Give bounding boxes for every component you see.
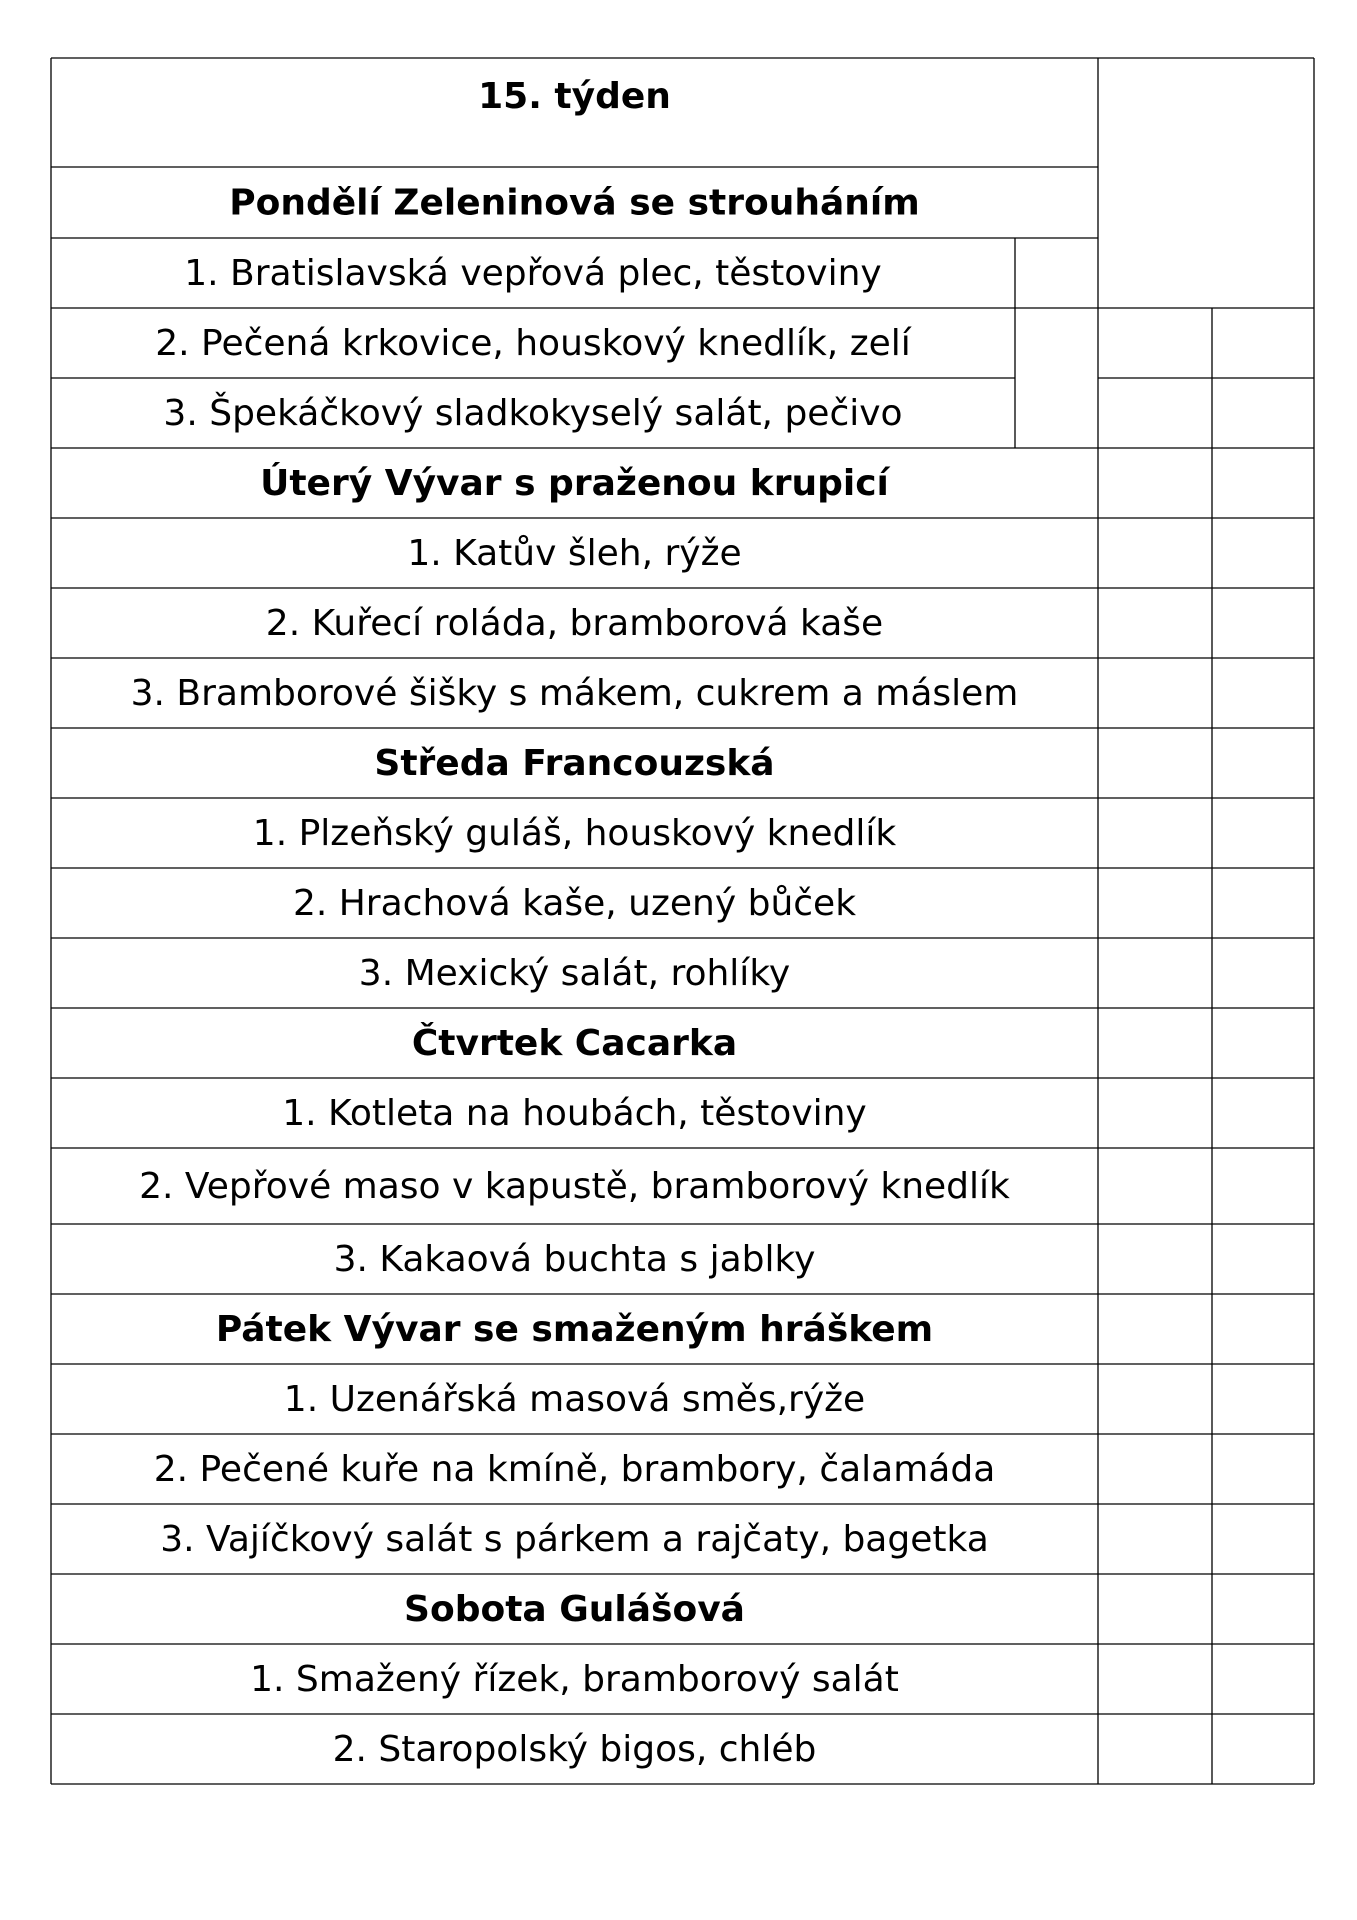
meal-item: 2. Pečená krkovice, houskový knedlík, zelí bbox=[155, 323, 911, 364]
day-heading: Čtvrtek Cacarka bbox=[411, 1023, 738, 1064]
week-title: 15. týden bbox=[478, 76, 671, 117]
meal-item: 1. Bratislavská vepřová plec, těstoviny bbox=[184, 253, 882, 294]
meal-item: 2. Staropolský bigos, chléb bbox=[332, 1729, 817, 1770]
meal-item: 1. Uzenářská masová směs,rýže bbox=[283, 1379, 866, 1420]
meal-item: 3. Bramborové šišky s mákem, cukrem a máslem bbox=[130, 673, 1019, 714]
day-heading: Středa Francouzská bbox=[374, 743, 775, 784]
day-heading: Pátek Vývar se smaženým hráškem bbox=[215, 1309, 934, 1350]
meal-item: 3. Vajíčkový salát s párkem a rajčaty, bagetka bbox=[160, 1519, 989, 1560]
meal-item: 2. Kuřecí roláda, bramborová kaše bbox=[265, 603, 884, 644]
meal-item: 1. Kotleta na houbách, těstoviny bbox=[282, 1093, 867, 1134]
meal-item: 2. Pečené kuře na kmíně, brambory, čalamáda bbox=[153, 1449, 996, 1490]
meal-item: 1. Katův šleh, rýže bbox=[407, 533, 742, 574]
meal-item: 2. Hrachová kaše, uzený bůček bbox=[292, 883, 857, 924]
day-heading: Sobota Gulášová bbox=[404, 1589, 745, 1630]
day-heading: Pondělí Zeleninová se strouháním bbox=[229, 182, 920, 224]
meal-item: 3. Špekáčkový sladkokyselý salát, pečivo bbox=[163, 393, 903, 434]
meal-item: 2. Vepřové maso v kapustě, bramborový knedlík bbox=[139, 1166, 1010, 1207]
meal-item: 1. Smažený řízek, bramborový salát bbox=[250, 1659, 899, 1700]
meal-item: 3. Kakaová buchta s jablky bbox=[333, 1239, 816, 1280]
meal-item: 3. Mexický salát, rohlíky bbox=[358, 953, 791, 994]
meal-item: 1. Plzeňský guláš, houskový knedlík bbox=[252, 813, 897, 854]
day-heading: Úterý Vývar s praženou krupicí bbox=[260, 463, 889, 504]
